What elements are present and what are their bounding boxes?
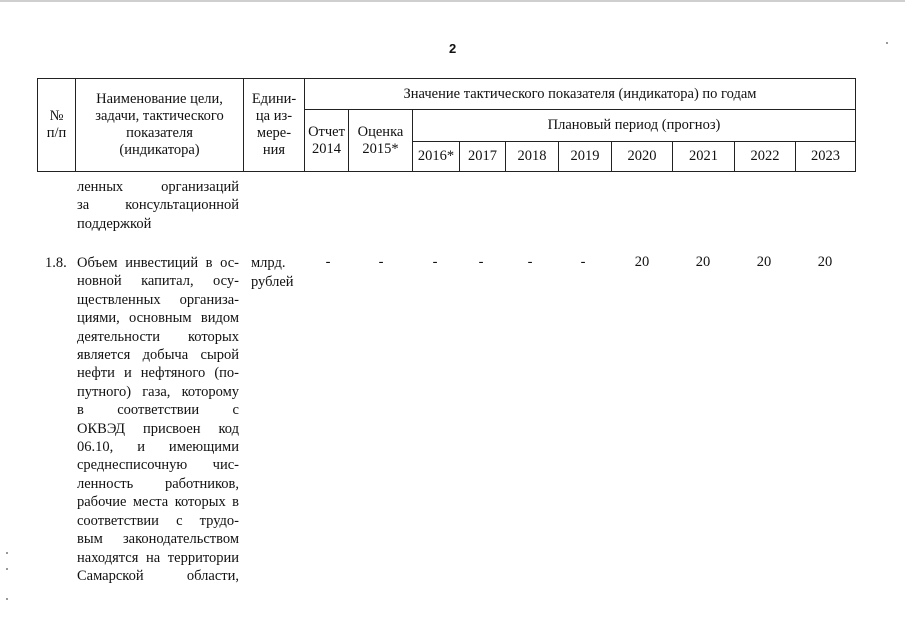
- text-line: ОКВЭД присвоен код: [77, 420, 239, 437]
- header-unit: Едини- ца из- мере- ния: [251, 91, 297, 158]
- value-2022: 20: [756, 254, 772, 270]
- row-indicator-name: [77, 254, 239, 585]
- text-line: поддержкой: [77, 215, 152, 232]
- header-name: Наименование цели, задачи, тактического показателя (индикатора): [95, 91, 224, 158]
- header-year: 2017: [468, 148, 497, 164]
- header-year: 2020: [627, 148, 657, 164]
- text-line: ленность работников,: [77, 475, 239, 492]
- value-2015: -: [378, 254, 384, 270]
- text-line: в соответствии с: [77, 402, 239, 419]
- header-year: 2016*: [417, 148, 455, 164]
- text-line: путного) газа, которому: [77, 383, 239, 400]
- text-line: 06.10, и имеющими: [77, 439, 239, 456]
- value-2014: -: [325, 254, 331, 270]
- header-year: 2018: [517, 148, 547, 164]
- text-line: рабочие места которых в: [77, 494, 239, 511]
- text-line: является добыча сырой: [77, 347, 239, 364]
- scan-speck: [6, 568, 8, 570]
- text-line: нефти и нефтяного (по-: [77, 365, 239, 382]
- value-2016: -: [432, 254, 438, 270]
- text-line: за консультационной: [77, 197, 239, 214]
- scan-speck: [886, 42, 888, 44]
- header-year: 2023: [811, 148, 840, 164]
- value-2020: 20: [634, 254, 650, 270]
- table-header: [37, 78, 856, 172]
- value-2023: 20: [817, 254, 833, 270]
- text-line: соответствии с трудо-: [77, 512, 239, 529]
- scan-speck: [6, 552, 8, 554]
- header-num: № п/п: [46, 108, 67, 141]
- row-number: 1.8.: [45, 255, 67, 271]
- text-line: Объем инвестиций в ос-: [77, 255, 239, 271]
- scan-speck: [6, 598, 8, 600]
- value-2018: -: [527, 254, 533, 270]
- header-year: 2022: [750, 148, 780, 164]
- text-line: ществленных организа-: [77, 291, 239, 308]
- text-line: вым законодательством: [77, 531, 239, 548]
- header-report: Отчет 2014: [308, 123, 345, 157]
- page-top-edge: [0, 0, 905, 2]
- page-number: 2: [449, 41, 457, 56]
- continuation-text: [77, 178, 239, 233]
- text-line: циями, основным видом: [77, 310, 239, 327]
- text-line: находятся на территории: [77, 549, 239, 566]
- value-2017: -: [478, 254, 484, 270]
- text-line: новной капитал, осу-: [77, 273, 239, 290]
- text-line: деятельности которых: [77, 328, 239, 345]
- header-estimate: Оценка 2015*: [357, 123, 404, 157]
- header-values-title: Значение тактического показателя (индикатора) по годам: [403, 85, 757, 102]
- value-2021: 20: [695, 254, 711, 270]
- row-unit: млрд. рублей: [251, 255, 294, 290]
- text-line: Самарской области,: [77, 567, 239, 584]
- text-line: среднесписочную чис-: [77, 457, 239, 474]
- text-line: ленных организаций: [77, 179, 239, 195]
- header-plan-title: Плановый период (прогноз): [547, 117, 721, 133]
- value-2019: -: [580, 254, 586, 270]
- header-year: 2019: [570, 148, 600, 164]
- header-year: 2021: [689, 148, 718, 164]
